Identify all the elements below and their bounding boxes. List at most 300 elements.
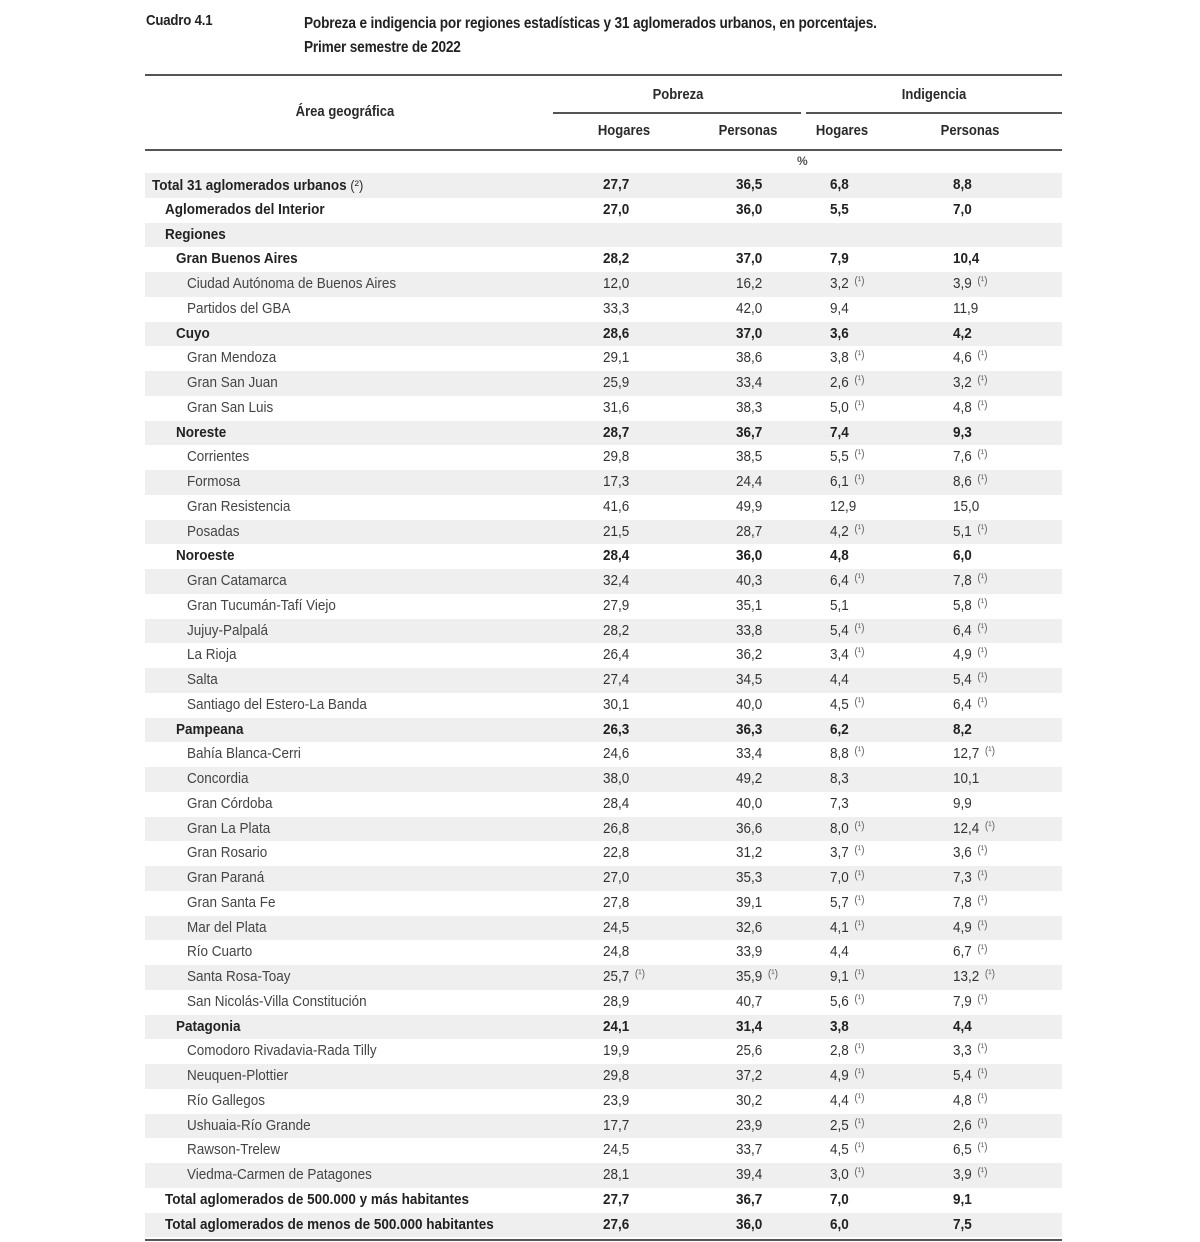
cell-pobreza-hogares: [603, 965, 645, 991]
indigencia-group-rule: [806, 112, 1062, 114]
cell-value: 4,2: [953, 325, 972, 342]
cell-value: 36,2: [736, 647, 763, 664]
cell-indigencia-hogares: [830, 272, 865, 298]
cell-indigencia-hogares: [830, 371, 865, 397]
footnote-marker: (¹): [977, 1166, 988, 1178]
cell-pobreza-hogares: [603, 1138, 629, 1163]
cell-value: 24,8: [603, 944, 630, 961]
cell-value: 3,0: [830, 1167, 849, 1183]
row-label-text: Viedma-Carmen de Patagones: [187, 1167, 372, 1183]
cell-pobreza-personas: [736, 445, 762, 470]
cell-pobreza-personas: [736, 643, 762, 668]
row-label-text: Santiago del Estero-La Banda: [187, 696, 367, 713]
cell-pobreza-personas: [736, 866, 762, 891]
footnote-marker: (¹): [977, 943, 988, 956]
cell-value: 23,9: [736, 1117, 763, 1134]
cell-indigencia-personas: [953, 1089, 988, 1115]
row-label: [187, 792, 272, 817]
cell-value: 24,5: [603, 1142, 630, 1159]
cell-pobreza-hogares: [603, 891, 629, 916]
cell-value: 36,0: [736, 201, 763, 218]
table-row: [145, 520, 1062, 545]
cell-indigencia-hogares: [830, 1188, 849, 1213]
table-row: [145, 866, 1062, 891]
cell-pobreza-personas: [736, 940, 762, 965]
cell-indigencia-hogares: [830, 1064, 865, 1090]
footnote-marker: (¹): [854, 1091, 865, 1104]
footnote-marker: (¹): [634, 968, 646, 980]
cell-pobreza-hogares: [603, 619, 629, 644]
cell-value: 24,1: [603, 1018, 630, 1035]
cell-value: 33,4: [736, 746, 763, 763]
table-row: [145, 965, 1062, 990]
cell-indigencia-hogares: [830, 396, 865, 422]
cell-value: 4,4: [830, 1092, 849, 1109]
cell-value: 7,9: [830, 251, 849, 268]
cell-pobreza-hogares: [603, 495, 629, 520]
cell-value: 28,4: [603, 548, 630, 565]
cell-value: 33,3: [603, 300, 630, 317]
row-label: [187, 841, 267, 866]
row-label: [187, 916, 266, 941]
footnote-marker: (¹): [977, 646, 988, 659]
row-label: [187, 396, 273, 421]
cell-pobreza-personas: [736, 421, 762, 446]
table-row: [145, 1015, 1062, 1040]
cell-value: 8,0: [830, 820, 849, 837]
table-row: [145, 1163, 1062, 1188]
cell-indigencia-hogares: [830, 495, 856, 520]
cell-value: 38,0: [603, 771, 630, 787]
cell-indigencia-personas: [953, 346, 988, 372]
row-label: [187, 1064, 288, 1089]
footnote-marker: (¹): [977, 844, 988, 857]
table-row: [145, 223, 1062, 248]
cell-indigencia-personas: [953, 198, 972, 223]
cell-value: 10,1: [953, 771, 980, 787]
cell-value: 38,6: [736, 350, 763, 367]
row-label-text: Gran Mendoza: [187, 350, 277, 367]
cell-value: 15,0: [953, 498, 980, 515]
footnote-marker: (¹): [854, 448, 865, 461]
row-label: [187, 297, 290, 322]
cell-indigencia-personas: [953, 1138, 988, 1164]
cell-value: 6,2: [830, 721, 849, 738]
footnote-marker: (¹): [854, 1042, 865, 1055]
cell-indigencia-hogares: [830, 619, 865, 645]
cell-pobreza-personas: [736, 544, 762, 569]
cell-pobreza-personas: [736, 916, 762, 941]
cell-value: 28,2: [603, 622, 630, 639]
cell-indigencia-personas: [953, 396, 988, 422]
row-label-text: Partidos del GBA: [187, 300, 291, 317]
footnote-marker: (¹): [977, 992, 988, 1005]
row-label: [187, 371, 278, 396]
cell-value: 33,7: [736, 1142, 763, 1159]
header-group-indigencia: Indigencia: [901, 87, 967, 103]
cell-pobreza-personas: [736, 1039, 762, 1064]
row-label: [187, 619, 268, 644]
row-label: [187, 965, 290, 990]
table-row: [145, 693, 1062, 718]
cell-value: 16,2: [736, 276, 763, 292]
row-label: [187, 767, 248, 792]
row-label: [152, 173, 363, 199]
row-label-text: Cuyo: [176, 325, 210, 342]
cell-value: 30,1: [603, 696, 630, 713]
cell-value: 7,0: [953, 201, 972, 218]
cell-value: 2,6: [953, 1117, 972, 1134]
cell-value: 17,7: [603, 1117, 630, 1134]
cell-value: 24,6: [603, 746, 630, 763]
cell-value: 36,5: [736, 177, 763, 193]
table-title-line-1: Pobreza e indigencia por regiones estadísticas y 31 aglomerados urbanos, en porcentajes.: [304, 15, 877, 32]
cell-pobreza-personas: [736, 792, 762, 817]
cell-indigencia-personas: [953, 668, 988, 694]
cell-value: 37,2: [736, 1068, 763, 1084]
header-group-pobreza: Pobreza: [652, 87, 704, 103]
cell-pobreza-personas: [736, 569, 762, 594]
cell-pobreza-personas: [736, 817, 762, 842]
row-label-text: Gran San Luis: [187, 399, 274, 416]
cell-pobreza-hogares: [603, 569, 629, 594]
row-label: [176, 421, 226, 446]
cell-value: 7,8: [953, 894, 972, 911]
row-label-text: San Nicolás-Villa Constitución: [187, 993, 367, 1010]
cell-pobreza-personas: [736, 1213, 762, 1238]
cell-value: 29,1: [603, 350, 630, 367]
cell-value: 3,4: [830, 647, 849, 664]
cell-indigencia-personas: [953, 173, 972, 198]
cell-pobreza-hogares: [603, 990, 629, 1015]
cell-indigencia-personas: [953, 643, 988, 669]
row-label: [187, 594, 336, 619]
row-label-text: Posadas: [187, 523, 240, 540]
cell-indigencia-personas: [953, 718, 972, 743]
cell-pobreza-hogares: [603, 272, 629, 297]
cell-value: 2,8: [830, 1043, 849, 1060]
cell-value: 7,9: [953, 993, 972, 1010]
row-label: [187, 940, 252, 965]
row-label: [187, 272, 396, 297]
cell-pobreza-hogares: [603, 445, 629, 470]
cell-value: 5,8: [953, 597, 972, 614]
cell-pobreza-hogares: [603, 1089, 629, 1114]
cell-value: 7,5: [953, 1216, 972, 1233]
cell-indigencia-hogares: [830, 841, 865, 867]
table-row: [145, 817, 1062, 842]
cell-value: 8,3: [830, 771, 849, 787]
footnote-marker: (¹): [767, 968, 779, 980]
cell-pobreza-personas: [736, 891, 762, 916]
footnote-marker: (¹): [977, 695, 988, 708]
row-label: [187, 520, 239, 545]
cell-indigencia-personas: [953, 1015, 972, 1040]
cell-indigencia-personas: [953, 940, 988, 966]
cell-indigencia-hogares: [830, 866, 865, 892]
cell-value: 4,2: [830, 523, 849, 540]
cell-pobreza-hogares: [603, 1064, 629, 1089]
row-label-text: Corrientes: [187, 449, 250, 466]
footnote-marker: (¹): [854, 918, 865, 931]
cell-value: 26,8: [603, 820, 630, 837]
table-row: [145, 396, 1062, 421]
row-label-text: Formosa: [187, 474, 241, 490]
cell-indigencia-personas: [953, 322, 972, 347]
row-label: [187, 1138, 280, 1163]
footnote-marker: (¹): [854, 473, 865, 485]
row-label-text: Aglomerados del Interior: [165, 201, 325, 218]
cell-value: 9,1: [953, 1191, 972, 1208]
cell-indigencia-personas: [953, 445, 988, 471]
footnote-marker: (¹): [977, 869, 988, 881]
cell-indigencia-hogares: [830, 1163, 865, 1189]
cell-value: 6,0: [830, 1216, 849, 1233]
cell-value: 39,4: [736, 1167, 763, 1183]
footnote-marker: (¹): [854, 1141, 865, 1154]
table-row: [145, 643, 1062, 668]
cell-value: 26,4: [603, 647, 630, 664]
pobreza-group-rule: [553, 112, 801, 114]
cell-value: 4,5: [830, 1142, 849, 1159]
cell-pobreza-personas: [736, 767, 762, 792]
row-label-text: Concordia: [187, 771, 249, 787]
cell-indigencia-hogares: [830, 916, 865, 942]
row-label: [187, 495, 290, 520]
cell-pobreza-hogares: [603, 371, 629, 396]
cell-value: 4,5: [830, 696, 849, 713]
cell-pobreza-personas: [736, 371, 762, 396]
row-label: [176, 322, 210, 347]
table-row: [145, 718, 1062, 743]
row-label: [187, 668, 218, 693]
footnote-marker: (¹): [854, 869, 865, 881]
row-label: [176, 544, 234, 569]
cell-indigencia-hogares: [830, 247, 849, 272]
footnote-marker: (¹): [854, 745, 865, 758]
cell-pobreza-hogares: [603, 421, 629, 446]
cell-indigencia-hogares: [830, 718, 849, 743]
cell-value: 27,0: [603, 201, 630, 218]
cell-pobreza-hogares: [603, 767, 629, 792]
cell-value: 5,4: [830, 622, 849, 639]
cell-pobreza-hogares: [603, 668, 629, 693]
cell-pobreza-hogares: [603, 594, 629, 619]
cell-value: 5,5: [830, 201, 849, 218]
row-label: [176, 1015, 240, 1040]
cell-indigencia-personas: [953, 520, 988, 546]
footnote-marker: (¹): [854, 398, 865, 411]
cell-indigencia-personas: [953, 792, 972, 817]
cell-value: 10,4: [953, 251, 980, 268]
cell-indigencia-personas: [953, 693, 988, 719]
cell-indigencia-personas: [953, 866, 988, 892]
cell-value: 11,9: [953, 300, 979, 317]
table-row: [145, 297, 1062, 322]
cell-pobreza-personas: [736, 594, 762, 619]
table-row: [145, 445, 1062, 470]
cell-pobreza-hogares: [603, 297, 629, 322]
footnote-marker: (¹): [854, 374, 865, 386]
row-label-text: Gran Buenos Aires: [176, 251, 298, 268]
footnote-marker: (¹): [854, 572, 865, 584]
row-label: [165, 223, 226, 248]
row-label: [187, 1114, 311, 1139]
row-label: [187, 445, 249, 470]
row-label-text: La Rioja: [187, 647, 237, 664]
cell-value: 32,6: [736, 919, 763, 936]
cell-value: 35,3: [736, 870, 763, 886]
cell-value: 8,8: [953, 177, 972, 193]
cell-pobreza-personas: [736, 619, 762, 644]
cell-value: 7,0: [830, 1191, 849, 1208]
cell-value: 12,9: [830, 498, 857, 515]
cell-value: 12,0: [603, 276, 630, 292]
table-row: [145, 619, 1062, 644]
cell-value: 4,8: [953, 399, 972, 416]
cell-value: 4,9: [830, 1068, 849, 1084]
cell-pobreza-hogares: [603, 322, 629, 347]
cell-pobreza-hogares: [603, 1188, 629, 1213]
cell-value: 28,7: [736, 523, 763, 540]
cell-value: 27,7: [603, 1191, 630, 1208]
cell-indigencia-hogares: [830, 594, 849, 619]
cell-value: 42,0: [736, 300, 763, 317]
cell-value: 40,0: [736, 795, 763, 812]
cell-value: 36,0: [736, 548, 763, 565]
cell-value: 19,9: [603, 1043, 630, 1060]
row-label-text: Río Cuarto: [187, 944, 253, 961]
table-row: [145, 742, 1062, 767]
cell-indigencia-hogares: [830, 470, 865, 496]
cell-value: 49,9: [736, 498, 763, 515]
cell-value: 4,4: [830, 944, 849, 961]
cell-indigencia-personas: [953, 1163, 988, 1189]
cell-indigencia-personas: [953, 841, 988, 867]
row-label: [187, 1089, 265, 1114]
cell-value: 9,4: [830, 300, 849, 317]
row-label: [165, 1213, 494, 1238]
cell-pobreza-hogares: [603, 742, 629, 767]
row-label-text: Comodoro Rivadavia-Rada Tilly: [187, 1043, 377, 1060]
row-label: [187, 891, 275, 916]
cell-indigencia-hogares: [830, 742, 865, 768]
footnote-marker: (¹): [977, 398, 988, 411]
cell-pobreza-personas: [736, 272, 762, 297]
cell-pobreza-personas: [736, 297, 762, 322]
cell-indigencia-personas: [953, 1039, 988, 1065]
footnote-marker: (¹): [854, 992, 865, 1005]
cell-pobreza-hogares: [603, 866, 629, 891]
footnote-marker: (¹): [977, 473, 988, 485]
row-label: [187, 346, 276, 371]
table-row: [145, 668, 1062, 693]
cell-value: 2,6: [830, 375, 849, 391]
row-label: [187, 470, 240, 495]
row-label-text: Ciudad Autónoma de Buenos Aires: [187, 276, 397, 292]
footnote-marker: (¹): [854, 893, 865, 906]
unit-label: %: [797, 154, 808, 168]
row-label-text: Total aglomerados de menos de 500.000 habitantes: [165, 1216, 494, 1233]
cell-value: 25,7: [603, 969, 630, 985]
row-label-text: Gran Rosario: [187, 845, 268, 862]
cell-value: 25,9: [603, 375, 630, 391]
footnote-marker: (¹): [977, 522, 988, 535]
cell-indigencia-hogares: [830, 817, 865, 843]
cell-value: 27,8: [603, 894, 630, 911]
cell-value: 37,0: [736, 251, 763, 268]
cell-value: 32,4: [603, 573, 630, 589]
cell-indigencia-personas: [953, 742, 995, 768]
table-row: [145, 1039, 1062, 1064]
cell-value: 9,1: [830, 969, 849, 985]
footnote-marker: (¹): [854, 968, 865, 980]
cell-indigencia-hogares: [830, 1089, 865, 1115]
row-label-text: Gran San Juan: [187, 375, 278, 391]
cell-pobreza-personas: [736, 1188, 762, 1213]
row-label: [187, 569, 287, 594]
cell-pobreza-personas: [736, 693, 762, 718]
cell-pobreza-hogares: [603, 346, 629, 371]
cell-value: 7,0: [830, 870, 849, 886]
cell-indigencia-personas: [953, 544, 972, 569]
cell-pobreza-personas: [736, 841, 762, 866]
footnote-marker: (¹): [977, 893, 988, 906]
cell-pobreza-personas: [736, 965, 778, 991]
row-label: [187, 1163, 372, 1188]
cell-indigencia-personas: [953, 594, 988, 620]
cell-value: 23,9: [603, 1092, 630, 1109]
cell-pobreza-hogares: [603, 693, 629, 718]
cell-value: 22,8: [603, 845, 630, 862]
cell-value: 39,1: [736, 894, 763, 911]
cell-value: 6,8: [830, 177, 849, 193]
cell-value: 26,3: [603, 721, 630, 738]
footnote-marker: (¹): [977, 349, 988, 362]
cell-pobreza-personas: [736, 520, 762, 545]
cell-pobreza-personas: [736, 346, 762, 371]
footnote-marker: (¹): [854, 646, 865, 659]
cell-indigencia-hogares: [830, 668, 849, 693]
cell-value: 5,6: [830, 993, 849, 1010]
cell-value: 40,7: [736, 993, 763, 1010]
cell-value: 27,4: [603, 672, 630, 688]
cell-value: 37,0: [736, 325, 763, 342]
row-label-text: Gran Resistencia: [187, 498, 291, 515]
row-label-text: Mar del Plata: [187, 919, 267, 936]
cell-indigencia-hogares: [830, 1114, 865, 1140]
cell-value: 3,6: [953, 845, 972, 862]
footnote-marker: (¹): [977, 572, 988, 584]
cell-value: 5,4: [953, 672, 972, 688]
table-body: [145, 173, 1062, 1237]
cell-value: 31,6: [603, 399, 630, 416]
cell-value: 28,7: [603, 424, 630, 441]
cell-value: 27,9: [603, 597, 630, 614]
cell-value: 30,2: [736, 1092, 763, 1109]
cell-value: 31,4: [736, 1018, 763, 1035]
cell-pobreza-personas: [736, 718, 762, 743]
table-row: [145, 371, 1062, 396]
cell-value: 49,2: [736, 771, 763, 787]
cell-value: 6,7: [953, 944, 972, 961]
cell-value: 7,3: [953, 870, 972, 886]
cell-pobreza-personas: [736, 1163, 762, 1188]
cell-value: 28,1: [603, 1167, 630, 1183]
cell-indigencia-hogares: [830, 544, 849, 569]
cell-pobreza-personas: [736, 668, 762, 693]
cell-value: 4,1: [830, 919, 849, 936]
